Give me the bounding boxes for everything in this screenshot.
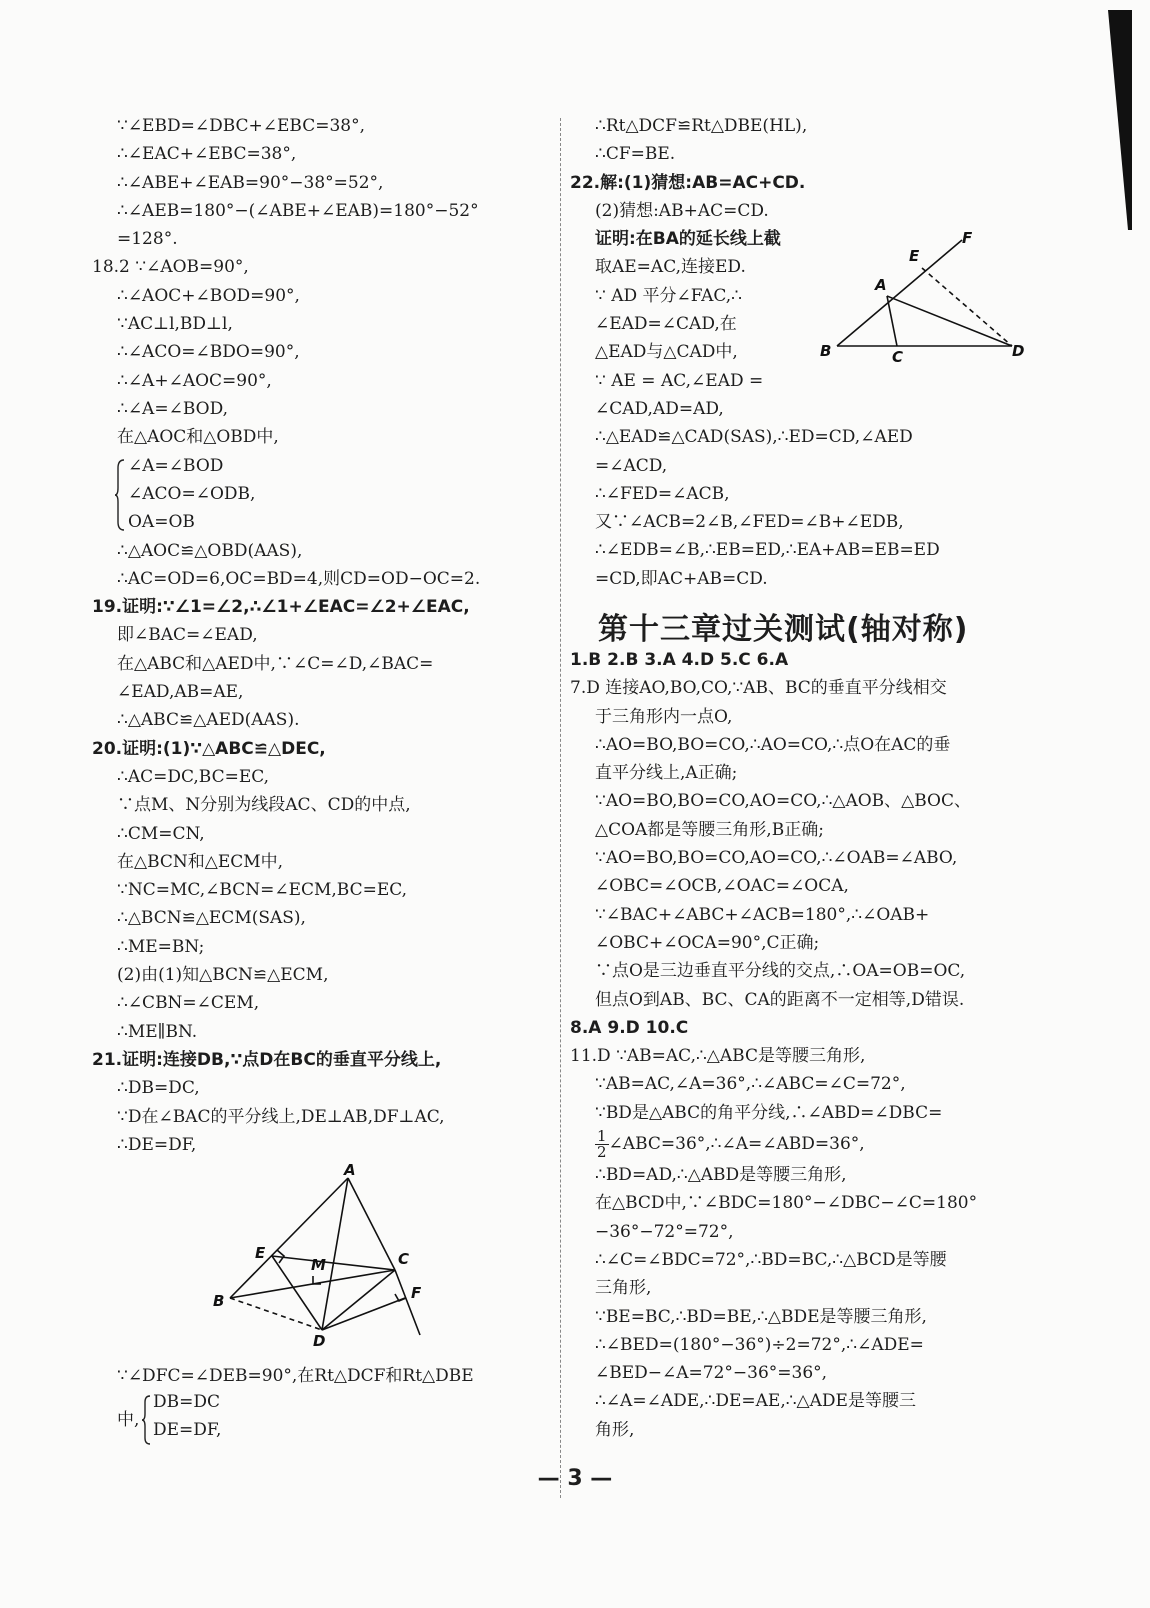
answer-18: 18.2 ∵∠AOB=90°,	[92, 257, 249, 278]
text-line: △EAD与△CAD中,	[595, 342, 738, 363]
text-line: (2)猜想:AB+AC=CD.	[595, 200, 769, 221]
text-line: ∠OBC+∠OCA=90°,C正确;	[595, 932, 820, 953]
text-line: ∠A=∠BOD	[128, 455, 224, 476]
point-label-a: A	[344, 1161, 356, 1179]
text-line: DE=DF,	[153, 1420, 222, 1441]
text-line: ∵∠BAC+∠ABC+∠ACB=180°,∴∠OAB+	[595, 904, 930, 925]
text-line: ∴BD=AD,∴△ABD是等腰三角形,	[595, 1165, 847, 1186]
text-line: ∴CF=BE.	[595, 144, 676, 165]
text-line: ∵BD是△ABC的角平分线,∴∠ABD=∠DBC=	[595, 1102, 943, 1123]
answer-11: 11.D ∵AB=AC,∴△ABC是等腰三角形,	[570, 1046, 866, 1067]
answers-8-10: 8.A 9.D 10.C	[570, 1017, 689, 1038]
text-line: ∴∠ABE+∠EAB=90°−38°=52°,	[117, 172, 384, 193]
text-line: ∴AO=BO,BO=CO,∴AO=CO,∴点O在AC的垂	[595, 734, 951, 755]
text-line: ∠EAD,AB=AE,	[117, 682, 244, 703]
fraction: $\frac{1}{2}$	[597, 1127, 607, 1162]
text-line: 于三角形内一点O,	[595, 706, 733, 727]
chapter-title: 第十三章过关测试(轴对称)	[598, 612, 969, 647]
answers-1-6: 1.B 2.B 3.A 4.D 5.C 6.A	[570, 650, 789, 670]
text-line: ∵∠EBD=∠DBC+∠EBC=38°,	[117, 116, 366, 136]
point-label-b: B	[213, 1292, 225, 1310]
text-line: =128°.	[117, 229, 178, 250]
text-line: ∵点O是三边垂直平分线的交点,∴OA=OB=OC,	[595, 961, 966, 982]
text-line: ∵AO=BO,BO=CO,AO=CO,∴△AOB、△BOC、	[595, 791, 972, 812]
text-line: ∠CAD,AD=AD,	[595, 398, 724, 419]
text-line: ∴△EAD≌△CAD(SAS),∴ED=CD,∠AED	[595, 427, 913, 448]
text-line: ∵∠DFC=∠DEB=90°,在Rt△DCF和Rt△DBE	[117, 1366, 474, 1386]
point-label-f: F	[962, 229, 973, 247]
text-line: ∴∠A+∠AOC=90°,	[117, 370, 272, 391]
left-brace-icon	[141, 1394, 151, 1446]
point-label-d: D	[1012, 342, 1025, 360]
text-line: ∴DB=DC,	[117, 1078, 200, 1099]
equation-system	[117, 1390, 557, 1450]
text-line: ∵AC⊥l,BD⊥l,	[117, 314, 233, 335]
answer-19: 19.证明:∵∠1=∠2,∴∠1+∠EAC=∠2+∠EAC,	[92, 597, 470, 618]
text-line: △COA都是等腰三角形,B正确;	[595, 819, 824, 840]
text-line: ∴∠EDB=∠B,∴EB=ED,∴EA+AB=EB=ED	[595, 540, 940, 561]
point-label-m: M	[311, 1256, 326, 1274]
text-line: ∵ AE = AC,∠EAD =	[595, 370, 764, 391]
text-line: ∠EAD=∠CAD,在	[595, 314, 737, 335]
text-line: ∵BE=BC,∴BD=BE,∴△BDE是等腰三角形,	[595, 1306, 927, 1327]
text-line: ∴ME∥BN.	[117, 1021, 198, 1042]
text-line: =∠ACD,	[595, 455, 668, 476]
text-line: ∴Rt△DCF≌Rt△DBE(HL),	[595, 116, 808, 136]
text-line: OA=OB	[128, 511, 195, 532]
text-line: 在△ABC和△AED中,∵∠C=∠D,∠BAC=	[117, 653, 434, 674]
column-divider	[560, 118, 561, 1498]
text-line: ∵ AD 平分∠FAC,∴	[595, 285, 742, 306]
text-line: ∴△BCN≌△ECM(SAS),	[117, 908, 306, 929]
text-line: ∴∠AOC+∠BOD=90°,	[117, 285, 300, 306]
text-line: ∴∠CBN=∠CEM,	[117, 993, 260, 1014]
text-line: 又∵∠ACB=2∠B,∠FED=∠B+∠EDB,	[595, 512, 904, 533]
text-line: ∴ME=BN;	[117, 936, 205, 957]
point-label-b: B	[820, 342, 832, 360]
text-line: ∴AC=DC,BC=EC,	[117, 766, 270, 787]
text-line: 在△BCN和△ECM中,	[117, 851, 284, 872]
answer-20: 20.证明:(1)∵△ABC≌△DEC,	[92, 738, 326, 759]
text-line: ∵点M、N分别为线段AC、CD的中点,	[117, 795, 411, 816]
text-line: 取AE=AC,连接ED.	[595, 257, 746, 278]
point-label-a: A	[875, 276, 887, 294]
text-line: ∠ACO=∠ODB,	[128, 483, 256, 504]
text-line: ∴∠A=∠ADE,∴DE=AE,∴△ADE是等腰三	[595, 1391, 916, 1412]
text-line: ∴∠FED=∠ACB,	[595, 483, 730, 504]
text-line: ∴∠A=∠BOD,	[117, 398, 228, 419]
text-line: 在△AOC和△OBD中,	[117, 427, 279, 448]
page-edge-shadow	[1106, 10, 1132, 230]
page-number: — 3 —	[537, 1466, 613, 1491]
text-line: =CD,即AC+AB=CD.	[595, 568, 768, 589]
text-line: 三角形,	[595, 1278, 652, 1299]
text-line: ∵AO=BO,BO=CO,AO=CO,∴∠OAB=∠ABO,	[595, 848, 958, 869]
figure-21	[205, 1160, 445, 1360]
text-line: 直平分线上,A正确;	[595, 763, 738, 784]
text-line: ∴∠BED=(180°−36°)÷2=72°,∴∠ADE=	[595, 1334, 924, 1355]
text-line: 中,	[117, 1410, 140, 1431]
point-label-c: C	[398, 1250, 410, 1268]
point-label-e: E	[255, 1244, 266, 1262]
text-line: ∠OBC=∠OCB,∠OAC=∠OCA,	[595, 876, 849, 897]
text-line: ∴△AOC≌△OBD(AAS),	[117, 540, 303, 561]
text-line: ∵AB=AC,∠A=36°,∴∠ABC=∠C=72°,	[595, 1074, 906, 1095]
text-line: ∴∠EAC+∠EBC=38°,	[117, 144, 297, 165]
answer-22: 22.解:(1)猜想:AB=AC+CD.	[570, 172, 806, 193]
point-label-e: E	[909, 247, 920, 265]
text-line: 角形,	[595, 1419, 635, 1440]
answer-7: 7.D 连接AO,BO,CO,∵AB、BC的垂直平分线相交	[570, 678, 947, 699]
text-line: ∴△ABC≌△AED(AAS).	[117, 710, 300, 731]
text-line: 即∠BAC=∠EAD,	[117, 625, 258, 646]
text-line: 证明:在BA的延长线上截	[595, 229, 781, 250]
text-line-with-fraction: $\frac{1}{2}$ ∠ABC=36°,∴∠A=∠ABD=36°,	[597, 1127, 865, 1162]
left-column	[92, 112, 548, 1159]
text-line: ∴∠AEB=180°−(∠ABE+∠EAB)=180°−52°	[117, 200, 479, 221]
text-line: ∴∠ACO=∠BDO=90°,	[117, 342, 300, 363]
point-label-c: C	[892, 348, 904, 366]
point-label-f: F	[411, 1284, 422, 1302]
text-line: 在△BCD中,∵∠BDC=180°−∠DBC−∠C=180°	[595, 1193, 978, 1214]
equation-system	[92, 452, 548, 537]
figure-22	[812, 228, 1042, 368]
text-line: DB=DC	[153, 1392, 221, 1413]
left-bottom-block	[117, 1362, 557, 1450]
left-brace-icon	[114, 458, 126, 532]
text-line: (2)由(1)知△BCN≌△ECM,	[117, 965, 329, 986]
text-line: ∵NC=MC,∠BCN=∠ECM,BC=EC,	[117, 880, 408, 901]
text-line: ∴CM=CN,	[117, 823, 205, 844]
text-line: −36°−72°=72°,	[595, 1221, 734, 1242]
text-line: ∵D在∠BAC的平分线上,DE⊥AB,DF⊥AC,	[117, 1106, 445, 1127]
text-line: ∴AC=OD=6,OC=BD=4,则CD=OD−OC=2.	[117, 568, 481, 589]
text-line: 但点O到AB、BC、CA的距离不一定相等,D错误.	[595, 989, 965, 1010]
text-line: ∴DE=DF,	[117, 1134, 197, 1155]
text-line: ∠BED−∠A=72°−36°=36°,	[595, 1363, 828, 1384]
text-line: ∴∠C=∠BDC=72°,∴BD=BC,∴△BCD是等腰	[595, 1249, 947, 1270]
point-label-d: D	[313, 1332, 326, 1350]
right-column-part2	[570, 646, 1042, 1444]
answer-21: 21.证明:连接DB,∵点D在BC的垂直平分线上,	[92, 1049, 442, 1070]
